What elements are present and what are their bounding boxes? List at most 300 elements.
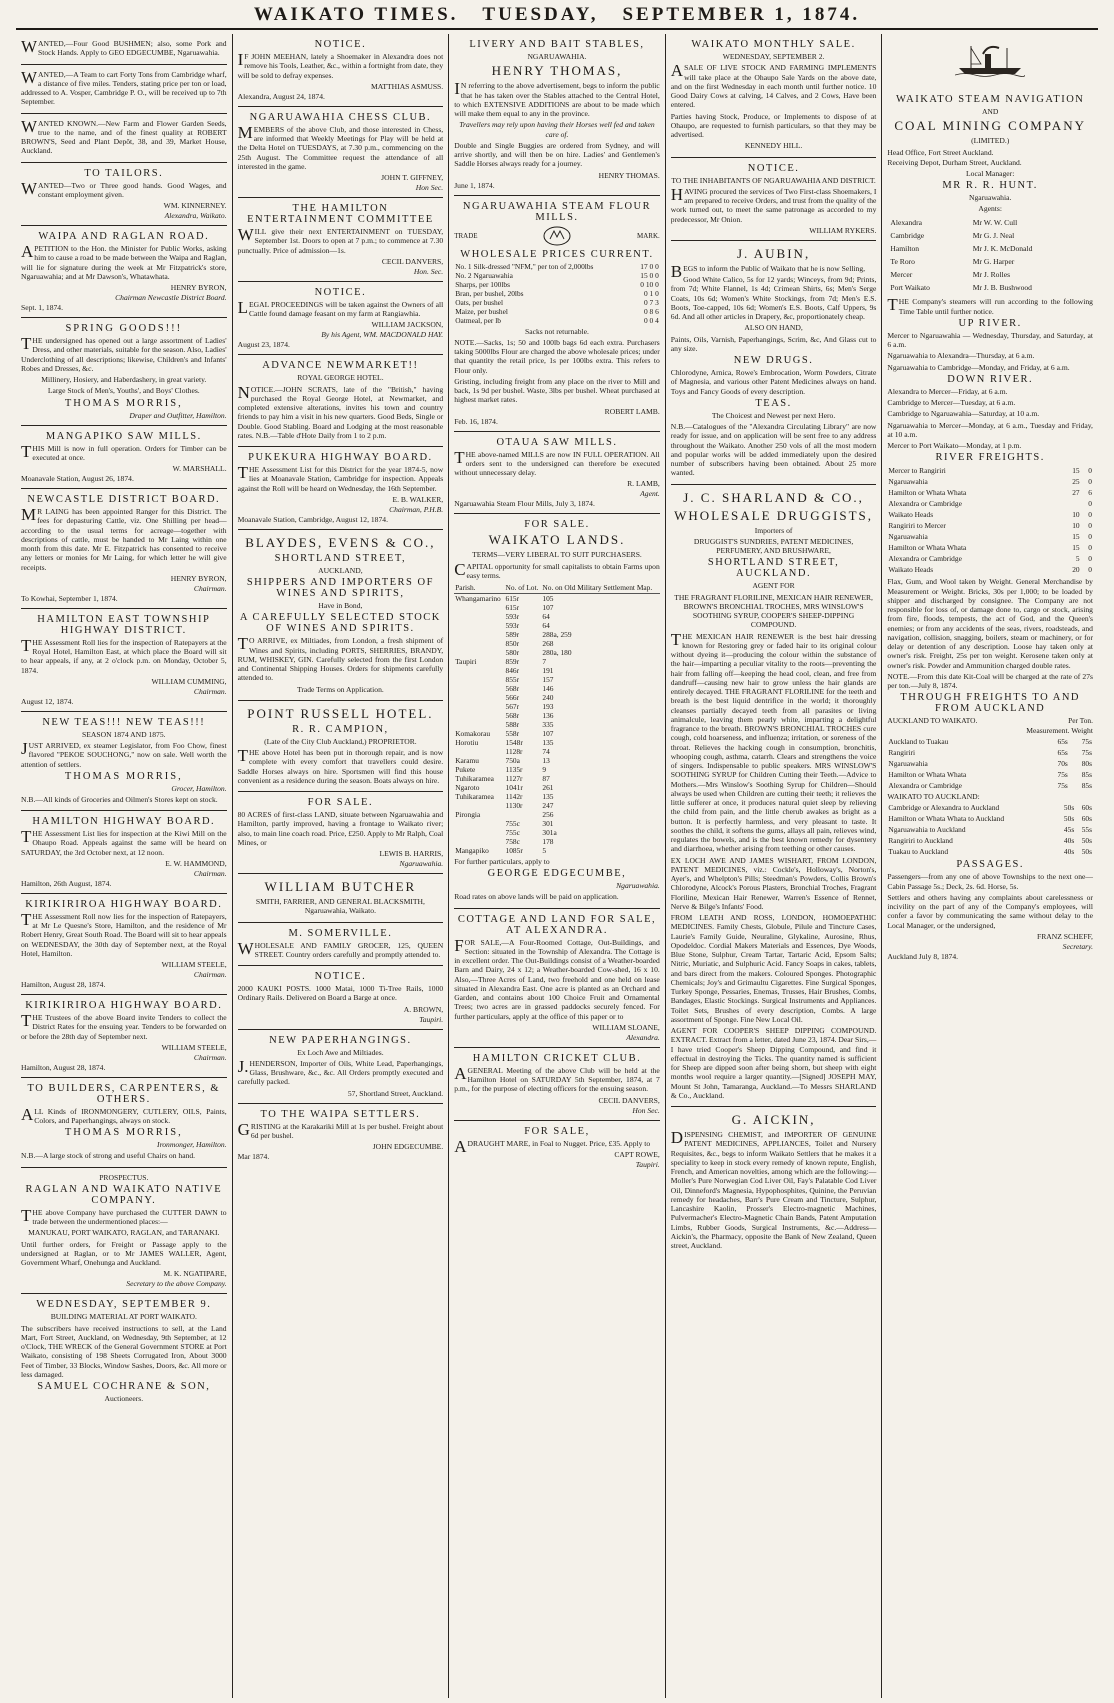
lot-row-cell: 74: [542, 747, 550, 756]
river-freights-table: [887, 465, 1093, 575]
ad-hamilton-east-township: HAMILTON EAST TOWNSHIP HIGHWAY DISTRICT. THE Assessment Roll lies for the inspection of Ratepayers at the Royal Hotel, Hamilton East, at which place the Board will sit to hear appeals, if any, at 2 o'clock p.m. on Monday, October 5, 1874. WILLIAM CUMMING, Chairman. August 12, 1874.: [21, 609, 227, 712]
price-value: 17 0 0: [640, 261, 659, 271]
lot-row-cell: [454, 720, 504, 729]
lot-row-cell: Karamu: [455, 756, 479, 765]
agent-row: [889, 243, 1091, 254]
lot-row-cell: 1548r: [505, 738, 523, 747]
ad-notice-legal: NOTICE. LEGAL PROCEEDINGS will be taken against the Owners of all Cattle found damage feasant on my farm at Rangiawhia. WILLIAM JACKSON, By his Agent, WM. MACDONALD HAY. August 23, 1874.: [238, 282, 444, 356]
lot-row-cell: 280a, 180: [542, 648, 572, 657]
lot-row-cell: 301: [542, 819, 554, 828]
lot-row-cell: 288a, 259: [542, 630, 572, 639]
to-auckland-row-cell: Cambridge or Alexandra to Auckland: [888, 803, 1000, 813]
agent-row-cell: Port Waikato: [890, 283, 930, 293]
lot-row-cell: Horotiu: [455, 738, 479, 747]
lot-row-cell: 1130r: [505, 801, 523, 810]
lot-row: [454, 801, 660, 810]
through-row: [887, 758, 1093, 769]
lot-row-cell: [505, 810, 542, 819]
trade-mark-icon: [542, 225, 572, 247]
freight-row-cell: 25: [1072, 477, 1080, 487]
flour-prices-table: [454, 262, 660, 325]
lot-row-cell: 615r: [505, 594, 520, 603]
lot-row-cell: [454, 630, 504, 639]
masthead-day: TUESDAY,: [482, 4, 599, 25]
lot-row-cell: 755c: [505, 819, 520, 828]
freight-row-cell: 15: [1072, 466, 1080, 476]
lot-row-cell: 589r: [505, 630, 520, 639]
freight-row-cell: Alexandra or Cambridge: [888, 554, 962, 564]
lot-row-cell: [454, 693, 504, 702]
lot-row: [454, 837, 660, 846]
agent-row-cell: Mr J. K. McDonald: [972, 244, 1033, 254]
to-auckland-row-cell: Hamilton or Whata Whata to Auckland: [888, 814, 1005, 824]
lot-row-cell: 64: [542, 612, 550, 621]
ad-new-paperhangings: NEW PAPERHANGINGS. Ex Loch Awe and Miltiades. J.HENDERSON, Importer of Oils, White Lead, Paperhangings, Glass, Brushware, &c., &c. All Orders promptly executed and carefully packed. 57, Shortland Street, Auckland.: [238, 1030, 444, 1104]
price-value: 0 10 0: [640, 279, 659, 289]
freight-row-cell: 20: [1072, 565, 1080, 575]
lot-row: [454, 711, 660, 720]
through-freights-table: [887, 736, 1093, 791]
ad-notice-shoemakers: NOTICE. TO THE INHABITANTS OF NGARUAWAHIA AND DISTRICT. HAVING procured the services of Two First-class Shoemakers, I am prepared to receive Orders, and trust from the quality of the work turned out, to meet the same patronage as accorded to my predecessor, Mr Onion. WILLIAM RYKERS.: [671, 158, 877, 241]
lot-row-cell: Komakorau: [455, 729, 491, 738]
freight-row: [887, 476, 1093, 487]
ad-steam-navigation-company: WAIKATO STEAM NAVIGATION AND COAL MINING COMPANY (LIMITED.) Head Office, Fort Street Auckland. Receiving Depot, Durham Street, Auckland. Local Manager: MR R. R. HUNT. Ngaruawahia. Agents: Alexandra Mr W. W. Cull Cambridge Mr G. J. Neal Hamilton Mr J. K. McDonald Te Roro Mr G. Harper Mercer Mr J. Rolles Port Waikato Mr J. B. Bushwood THE Company's steamers will run according to the following Time Table until further notice. UP RIVER. Mercer to Ngaruawahia — Wednesday, Thursday, and Saturday, at 6 a.m. Ngaruawahia to Alexandra—Thursday, at 6 a.m. Ngaruawahia to Cambridge—Monday, and Friday, at 6 a.m. DOWN RIVER. Alexandra to Mercer—Friday, at 6 a.m. Cambridge to Mercer—Tuesday, at 6 a.m. Cambridge to Ngaruawahia—Saturday, at 10 a.m. Ngaruawahia to Mercer—Monday, at 6 a.m., Tuesday and Friday, at 10 a.m. Mercer to Port Waikato—Monday, at 1 p.m. RIVER FREIGHTS. Mercer to Rangiriri 15 0 Ngaruawahia 25 0 Hamilton or Whata Whata 27 6 Alexandra or Cambridge 0 Waikato Heads 10 0 Rangiriri to Mercer 10 0 Ngaruawahia 15 0 Hamilton or Whata Whata 15 0 Alexandra or Cambridge 5 0 Waikato Heads 20 0 Flax, Gum, and Wool taken by Weight. General Merchandise by Measurement or Weight. Bricks, 30s per 1,000; to be loaded by shipper and discharged by consignee. The Company are not responsible for loss of, or damage done to, cargo or stock, arising from fire, floods, tempests, the act of God, and the Queen's enemies; or from any accidents of the seas, rivers, roadsteads, and navigation, collision, snagging, boilers, steam or machinery, or for delay or detention of any description. Loose hay taken only at owner's risk. Freight, 25s per ton weight. Kerosene taken only at owner's risk. Powder and Ammunition charged double rates. NOTE.—From this date Kit-Coal will be charged at the rate of 27s per ton.—July 8, 1874. THROUGH FREIGHTS TO AND FROM AUCKLAND AUCKLAND TO WAIKATO. Per Ton. Measurement. Weight Auckland to Tuakau 65s 75s Rangiriri 65s 75s Ngaruawahia 70s 80s Hamilton or Whata Whata 75s 85s Alexandra or Cambridge 75s 85s WAIKATO TO AUCKLAND: Cambridge or Alexandra to Auckland 50s 60s Hamilton or Whata Whata to Auckland 50s 60s Ngaruawahia to Auckland 45s 55s Rangiriri to Auckland 40s 50s Tuakau to Auckland 40s 50s PASSAGES. Passengers—from any one of above Townships to the next one—Cabin Passage 5s.; Deck, 2s. 6d. Horse, 5s. Settlers and others having any complaints about carelessness or incivility on the part of any of the Company's employees, will confer a favor by communicating the same without delay to the Local Manager, or the undersigned, FRANZ SCHEFF, Secretary. Auckland July 8, 1874.: [887, 94, 1093, 961]
through-row-cell: Hamilton or Whata Whata: [888, 770, 967, 780]
lot-row: [454, 729, 660, 738]
ad-steam-flour-mills: NGARUAWAHIA STEAM FLOUR MILLS. TRADE MARK. WHOLESALE PRICES CURRENT. No. 1 Silk-dressed "NFM," per ton of 2,000lbs 17 0 0 No. 2 Ngaruawahia 15 0 0 Sharps, per 100lbs 0 10 0 Bran, per bushel, 20lbs 0 1 0 Oats, per bushel 0 7 3 Maize, per bushel 0 8 6 Oatmeal, per lb 0 0 4 Sacks not returnable. NOTE.—Sacks, 1s; 50 and 100lb bags 6d each extra. Purchasers taking 5000lbs Flour are charged the above wholesale prices; under that quantity the retail price, 1s per 100lbs extra. This refers to Flour only. Gristing, including freight from any place on the river to Mill and back, 1s 9d per bushel. Waste, 3lbs per bushel. Wheat purchased at highest market rates. ROBERT LAMB. Feb. 16, 1874.: [454, 196, 660, 432]
through-row: [887, 780, 1093, 791]
ad-chess-club: NGARUAWAHIA CHESS CLUB. MEMBERS of the above Club, and those interested in Chess, are informed that Weekly Meetings for Play will be held at the Delta Hotel on TUESDAYS, at 7.30 p.m., commencing on the 25th August. The Committee request the attendance of all interested in the game. JOHN T. GIFFNEY, Hon Sec.: [238, 107, 444, 198]
lot-row: [454, 738, 660, 747]
lot-row-cell: [454, 639, 504, 648]
ad-william-butcher: WILLIAM BUTCHER SMITH, FARRIER, AND GENERAL BLACKSMITH, Ngaruawahia, Waikato.: [238, 874, 444, 923]
lot-row: [454, 630, 660, 639]
lot-row-cell: 850r: [505, 639, 520, 648]
freight-row-cell: [1060, 498, 1080, 509]
down-river-item: Ngaruawahia to Mercer—Monday, at 6 a.m., Tuesday and Friday, at 10 a.m.: [887, 420, 1093, 439]
freight-row-cell: 0: [1088, 554, 1092, 564]
price-value: 0 8 6: [644, 306, 659, 316]
down-river-item: Alexandra to Mercer—Friday, at 6 a.m.: [887, 386, 1008, 396]
agent-row: [889, 282, 1091, 293]
lot-row-cell: 247: [542, 801, 554, 810]
column-5: [882, 34, 1098, 1698]
to-auckland-table: [887, 802, 1093, 857]
through-row-cell: 75s: [1081, 748, 1092, 758]
agent-row-cell: Mr G. Harper: [972, 257, 1015, 267]
lot-row-cell: Pirongia: [455, 810, 481, 819]
to-auckland-row: [887, 824, 1093, 835]
price-item: Sharps, per 100lbs: [455, 279, 510, 289]
to-auckland-row-cell: 50s: [1081, 847, 1092, 857]
lot-row-cell: 191: [542, 666, 554, 675]
lot-row-cell: 615r: [505, 603, 520, 612]
freight-row-cell: 0: [1088, 532, 1092, 542]
through-row-cell: 85s: [1081, 781, 1092, 791]
to-auckland-row-cell: 40s: [1063, 836, 1075, 846]
ad-j-aubin: J. AUBIN, BEGS to inform the Public of Waikato that he is now Selling, Good White Calico, 5s for 12 yards; Winceys, from 9d; Prints, from 7d; White Flannel, 1s 4d; Crimean Shirts, 6s; Men's Serge Coats, 10s 6d; Women's White Stockings, from 7d; Men's E.S. Boots, Toe-capped, 10s 6d; Women's E.S. Boots, Calf Uppers, 9s 6d. And all other articles in Drapery, &c, proportionately cheap. ALSO ON HAND, Paints, Oils, Varnish, Paperhangings, Scrim, &c, And Glass cut to any size. NEW DRUGS. Chlorodyne, Arnica, Rowe's Embrocation, Worm Powders, Citrate of Magnesia, and various other Patent Medicines always on hand. Toys and Fancy Goods of every description. TEAS. The Choicest and Newest per next Hero. N.B.—Catalogues of the "Alexandra Circulating Library" are now ready for issue, and on application will be sent free to any address throughout the Waikato. Another 250 vols of all the most modern and popular works will be added immediately upon the desired number of subscribers having been obtained. About 25 more wanted.: [671, 241, 877, 485]
freight-row: [887, 487, 1093, 498]
column-4: [666, 34, 883, 1698]
freight-row: [887, 564, 1093, 575]
ad-tailors: TO TAILORS. WANTED—Two or Three good hands. Good Wages, and constant employment given. WM. KINNERNEY. Alexandra, Waikato.: [21, 163, 227, 227]
through-row-cell: 85s: [1081, 770, 1092, 780]
freight-row-cell: 5: [1075, 554, 1080, 564]
lands-header-lot: No. of Lot.: [505, 582, 542, 594]
to-auckland-row-cell: 45s: [1063, 825, 1075, 835]
ad-wanted-known: WANTED KNOWN.—New Farm and Flower Garden Seeds, true to the name, and of the finest quality at ROBERT BROWN'S, Seed and Plant Depôt, 38, and 39, Market House, Auckland.: [21, 114, 227, 163]
to-auckland-row-cell: 50s: [1063, 803, 1075, 813]
lot-row-cell: 146: [542, 684, 554, 693]
freight-row-cell: Hamilton or Whata Whata: [888, 488, 967, 498]
lot-row-cell: 1041r: [505, 783, 523, 792]
lot-row-cell: [454, 837, 504, 846]
ad-waipa-settlers: TO THE WAIPA SETTLERS. GRISTING at the Karakariki Mill at 1s per bushel. Freight about 6d per bushel. JOHN EDGECUMBE. Mar 1874.: [237, 1108, 444, 1161]
lot-row: [454, 792, 660, 801]
ad-cottage-for-sale: COTTAGE AND LAND FOR SALE, AT ALEXANDRA. FOR SALE,—A Four-Roomed Cottage, Out-Buildings, and Section: situated in the Township of Alexandra. The Cottage is in excellent order. The Out-Buildings consist of a Weather-boarded Barn and Dairy, 24 x 12; a Weather-boarded Cow-shed, 16 x 10. Also,—Three Acres of Land, two freehold and one held on lease situated in Alexandra East. One acre is planted as an Orchard and Garden, and contains about 100 Choice Fruit and Ornamental Trees; two acres are in grassed paddocks securely fenced. For further particulars, apply at the office of this paper or to WILLIAM SLOANE, Alexandra.: [454, 909, 660, 1048]
lot-row-cell: 1085r: [505, 846, 523, 855]
price-value: 0 7 3: [644, 297, 659, 307]
freight-row-cell: Hamilton or Whata Whata: [888, 543, 967, 553]
ad-entertainment-committee: THE HAMILTON ENTERTAINMENT COMMITTEE WILL give their next ENTERTAINMENT on TUESDAY, September 1st. Doors to open at 7 p.m.; to commence at 7.30 punctually. Price of admission—1s. CECIL DANVERS, Hon. Sec.: [238, 198, 444, 282]
to-auckland-row-cell: Ngaruawahia to Auckland: [888, 825, 966, 835]
price-item: Oatmeal, per lb: [455, 315, 501, 325]
lot-row: [454, 846, 660, 855]
freight-row-cell: Alexandra or Cambridge: [888, 499, 962, 509]
agent-row: [889, 269, 1091, 280]
to-auckland-row-cell: 60s: [1081, 803, 1092, 813]
lot-row-cell: 107: [542, 729, 554, 738]
lot-row-cell: [454, 612, 504, 621]
lot-row: [454, 747, 660, 756]
price-row: [454, 271, 660, 280]
through-row-cell: 75s: [1057, 781, 1068, 791]
agent-row-cell: Mr G. J. Neal: [972, 231, 1015, 241]
freight-row-cell: 10: [1072, 510, 1080, 520]
ad-hamilton-cricket-club: HAMILTON CRICKET CLUB. AGENERAL Meeting of the above Club will be held at the Hamilton Hotel on SATURDAY 5th September, 1874, at 7 p.m., for the purpose of electing officers for the ensuing season. CECIL DANVERS, Hon Sec.: [454, 1048, 660, 1121]
lot-row-cell: Mangapiko: [455, 846, 489, 855]
to-auckland-row-cell: 40s: [1063, 847, 1075, 857]
lot-row-cell: [454, 684, 504, 693]
lot-row-cell: 1128r: [505, 747, 523, 756]
lot-row-cell: [454, 819, 504, 828]
ad-otaua-saw-mills: OTAUA SAW MILLS. THE above-named MILLS are now IN FULL OPERATION. All orders sent to the undersigned can therefore be executed without unnecessary delay. R. LAMB, Agent. Ngaruawahia Steam Flour Mills, July 3, 1874.: [454, 432, 660, 515]
lot-row-cell: 105: [542, 594, 554, 603]
lot-row-cell: 758c: [505, 837, 520, 846]
freight-row: [887, 509, 1093, 520]
to-auckland-row-cell: 55s: [1081, 825, 1092, 835]
lot-row-cell: [454, 747, 504, 756]
lot-row-cell: 588r: [505, 720, 520, 729]
lot-row-cell: [454, 711, 504, 720]
up-river-list: [887, 331, 1093, 372]
ad-for-sale-80-acres: FOR SALE. 80 ACRES of first-class LAND, situate between Ngaruawahia and Hamilton, partly improved, having a frontage to Waikato river; also, to main line coach road. Price, £250. Apply to Mr Ralph, Coal Mines, or LEWIS B. HARRIS, Ngaruawahia.: [238, 792, 444, 874]
lands-header-parish: Parish.: [454, 582, 504, 594]
down-river-item: Cambridge to Ngaruawahia—Saturday, at 10 a.m.: [887, 409, 1040, 419]
lot-row-cell: Tuhikaramea: [455, 774, 494, 783]
freight-row-cell: Ngaruawahia: [888, 477, 928, 487]
ad-new-teas: NEW TEAS!!! NEW TEAS!!! SEASON 1874 AND 1875. JUST ARRIVED, ex steamer Legislator, from Foo Chow, finest flavored "PEKOE SOUCHONG," now on sale. Well worth the attention of settlers. THOMAS MORRIS, Grocer, Hamilton. N.B.—All kinds of Groceries and Oilmen's Stores kept on stock.: [21, 712, 227, 811]
price-item: Bran, per bushel, 20lbs: [455, 288, 524, 298]
ad-wednesday-sale: WEDNESDAY, SEPTEMBER 9. BUILDING MATERIAL AT PORT WAIKATO. The subscribers have received instructions to sell, at the Land Mart, Fort Street, Auckland, on Wednesday, 9th September, at 12 o'Clock, THE WRECK of the General Government STORE at Port Waikato, consisting of 198 Sheets Corrugated Iron, About 3000 Feet of Timber, 33 Blocks, Window Sashes, Doors, &c. All more or less damaged. SAMUEL COCHRANE & SON, Auctioneers.: [21, 1299, 227, 1403]
freight-row-cell: 6: [1088, 488, 1092, 498]
freight-row-cell: 0: [1088, 499, 1092, 509]
column-2: [233, 34, 450, 1698]
to-auckland-row: [887, 813, 1093, 824]
through-row-cell: Ngaruawahia: [888, 759, 928, 769]
agent-row-cell: Mr J. Rolles: [972, 270, 1011, 280]
agents-table: [887, 215, 1093, 295]
agent-row-cell: Mercer: [890, 270, 913, 280]
lot-row: [454, 765, 660, 774]
ad-kauki-posts: NOTICE. 2000 KAUKI POSTS. 1000 Matai, 1000 Ti-Tree Rails, 1000 Ordinary Rails. Delivered on Board a Barge at once. A. BROWN, Taupiri.: [238, 966, 444, 1030]
freight-row: [887, 498, 1093, 509]
ad-mangapiko-saw-mills: MANGAPIKO SAW MILLS. THIS Mill is now in full operation. Orders for Timber can be executed at once. W. MARSHALL. Moanavale Station, August 26, 1874.: [21, 426, 227, 490]
ad-spring-goods: SPRING GOODS!!! THE undersigned has opened out a large assortment of Ladies' Dress, and other materials, suitable for the season. Also, Ladies' Underclothing of all descriptions; likewise, Children's and Infants' Robes and Dresses, &c. Millinery, Hosiery, and Haberdashery, in great variety. Large Stock of Men's, Youths', and Boys' Clothes. THOMAS MORRIS, Draper and Outfitter, Hamilton.: [21, 318, 227, 426]
ad-kirikiriroa-highway-board-2: KIRIKIRIROA HIGHWAY BOARD. THE Trustees of the above Board invite Tenders to collect the District Rates for the ensuing year. Tenders to be forwarded on or before the 28th day of September next. WILLIAM STEELE, Chairman. Hamilton, August 28, 1874.: [21, 995, 227, 1078]
lot-row-cell: 87: [542, 774, 550, 783]
column-1: [16, 34, 233, 1698]
agent-row-cell: Hamilton: [890, 244, 920, 254]
lot-row-cell: 593r: [505, 612, 520, 621]
masthead-date: SEPTEMBER 1, 1874.: [622, 4, 861, 25]
agent-row-cell: Mr W. W. Cull: [972, 218, 1018, 228]
ad-g-aickin: G. AICKIN, DISPENSING CHEMIST, and IMPORTER OF GENUINE PATENT MEDICINES, APPLIANCES, Toilet and Nursery Requisites, &c., begs to inform Waikato Settlers that he makes it a speciality to keep in stock every remedy of known repute, English, French, and American novelties, among which are the following:—Moller's Pure Norwegian Cod Liver Oil, Fay's Palatable Cod Liver Oil, Dinneford's Magnesia, Hypophosphites, Quinine, the Peruvian remedy for headaches, Barr's Pure Cream and Tincture, Sulphur, Lancashire Kaolin, Prosser's Electro-magnetic Machines, Pulvermacher's Electro-Magnetic Chain Bands, Patent Amputation Limbs, Rubber Goods, Surgical Instruments, &c.—Address—Aickin's, the Pharmacy, opposite the Bank of New Zealand, Queen street, Auckland.: [670, 1112, 877, 1250]
lot-row-cell: [454, 648, 504, 657]
through-row-cell: 75s: [1081, 737, 1092, 747]
price-row: [454, 316, 660, 325]
freight-row-cell: 0: [1088, 521, 1092, 531]
freight-row-cell: Waikato Heads: [888, 510, 934, 520]
lot-row: [454, 720, 660, 729]
mark-label: MARK.: [637, 231, 660, 240]
lot-row-cell: 268: [542, 639, 554, 648]
ad-pukekura-highway-board: PUKEKURA HIGHWAY BOARD. THE Assessment List for this District for the year 1874-5, now lies at Moanavale Station, Cambridge for inspection. Appeals against the Roll will be heard on Wednesday, the 16th September. E. B. WALKER, Chairman, P.H.B. Moanavale Station, Cambridge, August 12, 1874.: [238, 447, 444, 530]
through-row: [887, 736, 1093, 747]
freight-row-cell: Ngaruawahia: [888, 532, 928, 542]
freight-row-cell: 15: [1072, 532, 1080, 542]
freight-row-cell: 10: [1072, 521, 1080, 531]
lot-row-cell: Taupiri: [455, 657, 477, 666]
lot-row-cell: 1135r: [505, 765, 523, 774]
lot-row-cell: 135: [542, 792, 554, 801]
lot-row-cell: [454, 621, 504, 630]
through-row: [887, 769, 1093, 780]
lot-row-cell: [454, 801, 504, 810]
lot-row-cell: 107: [542, 603, 554, 612]
lot-row: [454, 621, 660, 630]
lot-row-cell: 593r: [505, 621, 520, 630]
lot-row-cell: 261: [542, 783, 554, 792]
lot-row-cell: 178: [542, 837, 554, 846]
freight-row-cell: 27: [1072, 488, 1080, 498]
lot-row-cell: 568r: [505, 711, 520, 720]
lot-row-cell: 193: [542, 702, 554, 711]
price-row: [454, 262, 660, 271]
ad-wanted-bushmen: WANTED,—Four Good BUSHMEN; also, some Pork and Stock Hands. Apply to GEO EDGECUMBE, Ngaruawahia.: [21, 34, 227, 65]
ad-wanted-team: WANTED,—A Team to cart Forty Tons from Cambridge wharf, a distance of five miles. Tenders, stating price per ton or load, addressed to A. Vosper, Cambridge P. O., will be received up to 7th September.: [21, 65, 227, 114]
ad-sharland-druggists: J. C. SHARLAND & CO., WHOLESALE DRUGGISTS, Importers of DRUGGIST'S SUNDRIES, PATENT MEDICINES, PERFUMERY, AND BRUSHWARE, SHORTLAND STREET, AUCKLAND. AGENT FOR THE FRAGRANT FLORILINE, MEXICAN HAIR RENEWER, BROWN'S BRONCHIAL TROCHES, MRS WINSLOW'S SOOTHING SYRUP, COOPER'S SHEEP-DIPPING COMPOUND. THE MEXICAN HAIR RENEWER is the best hair dressing known for Restoring grey or faded hair to its original colour without dyeing it—producing the colour within the substance of the hair—imparting a peculiar vitality to the roots—preventing the hair from falling off—keeping the head cool, clean, and free from dandruff—causing new hair to grow unless the hair glands are entirely decayed. THE FRAGRANT FLORILINE for the teeth and breath is the best liquid dentrifice in the world; it thoroughly cleanses partially decayed teeth from all parasites or living animalcule, leaving them pearly white, imparting a delightful fragrance to the breath. BROWN'S BRONCHIAL TROCHES cure cough, cold hoarseness, and influenza; irritation, or soreness of the throat. Relieves the hacking cough in consumption, bronchitis, whooping cough, asthma, catarrh. Clears and strengthens the voice of singers. Indispensable to public speakers. MRS WINSLOW'S SOOTHING SYRUP for Children Cutting their Teeth.—Advice to Mothers.—Mrs Winslow's Soothing Syrup for Children—Should always be used when Children are cutting their teeth; it relieves the little sufferer at once, it produces natural quiet sleep by relieving the child from pain, and the little cherub awakes as bright as a button. It is perfectly harmless, and very pleasant to taste. It soothes the child, it softens the gums, allays all pain, relieves wind, regulates the bowels, and is the best known remedy for dysentery and diarrhoea, whether arising from teething or other causes. EX LOCH AWE AND JAMES WISHART, FROM LONDON, PATENT MEDICINES, viz.: Cockle's, Holloway's, Norton's, Ayer's, and Whelpton's Pills; Steedman's Powders, Collis Brown's Chlorodyne, Alcock's Porous Plasters, Bronchial Troches, Fragrant Floriline, Mexican Hair Renewer, Warren's Essence of Rennet, Nerve & Bilge's Infants' Food. FROM LEATH AND ROSS, LONDON, HOMOEPATHIC MEDICINES. Family Chests, Globule, Pilule and Tincture Cases, Laurie's Family Guide, Neuraline, Glykaline, Aurosine, Rhus, Opodeldoc. Cordial Makers Materials and Essences, Dye Woods, Blue Stone, Sulphur, Cream Tartar, Tartaric Acid, Epsom Salts; Nitric, Muriatic, and Sulphuric Acid. Fancy Soaps in cakes, tablets, and bars direct from the makers. Coloured Sponges. Photographic Chemicals; Joy's and Grimaultu Cigarettes. Fine Surgical Sponges, Turkey Sponge, Pessaries, Enemas, Trusses, Hair Brushes, Combs, Bandages, Elastic Stockings. Surgical Instruments and Appliances. Toilet Sets, Brushes of every description, Combs. A large assortment of Sponge. Fine New Local Oil. AGENT FOR COOPER'S SHEEP DIPPING COMPOUND. EXTRACT. Extract from a letter, dated June 23, 1874. Dear Sirs,—I have tried Cooper's Sheep Dipping Compound, and find it effectual in destroying the Ticks. The quantity named is sufficient for Sheep are dipped soon after being shorn, but sheep with eight months wool require a larger quantity.—[Signed] JOSEPH MAY, Mount St John, Tamaranga, Auckland.—To Messrs SHARLAND & Co., Auckland.: [671, 485, 877, 1108]
lands-table: [454, 582, 660, 855]
lot-row: [454, 648, 660, 657]
price-item: No. 1 Silk-dressed "NFM," per ton of 2,000lbs: [455, 261, 594, 271]
column-3: [449, 34, 666, 1698]
to-auckland-row-cell: 60s: [1081, 814, 1092, 824]
trade-mark-row: [454, 225, 660, 247]
lot-row-cell: [454, 675, 504, 684]
lot-row: [454, 756, 660, 765]
lot-row-cell: 157: [542, 675, 554, 684]
freight-row: [887, 553, 1093, 564]
masthead-title: WAIKATO TIMES.: [253, 4, 459, 25]
agent-row: [889, 256, 1091, 267]
through-row-cell: Auckland to Tuakau: [888, 737, 949, 747]
lot-row: [454, 594, 660, 604]
lot-row-cell: Tuhikaramea: [455, 792, 494, 801]
lot-row-cell: Whangamarino: [455, 594, 501, 603]
lot-row-cell: 1127r: [505, 774, 523, 783]
ad-waikato-lands: FOR SALE. WAIKATO LANDS. TERMS—VERY LIBERAL TO SUIT PURCHASERS. CAPITAL opportunity for small capitalists to obtain Farms upon easy terms. Parish. No. of Lot. No. on Old Military Settlement Map. Whangamarino 615r 105 615r 107 593r 64 593r 64 589r 288a, 259 850r 268 580r 280a, 180 Taupiri 859r 7 846r 191 855r 157 568r 146 566r 240 567r 193 568r 136 588r 335 Komakorau 558r 107 Horotiu 1548r 135 1128r 74 Karamu 750a 13 Pukete 1135r 9 Tuhikaramea 1127r 87 Ngaroto 1041r 261 Tuhikaramea 1142r 135 1130r 247 Pirongia 256 755c 301 755c 301a 758c 178 Mangapiko 1085r 5 For further particulars, apply to GEORGE EDGECUMBE, Ngaruawahia. Road rates on above lands will be paid on application.: [454, 514, 660, 908]
lot-row-cell: 301a: [542, 828, 557, 837]
lot-row: [454, 603, 660, 612]
lot-row-cell: 335: [542, 720, 554, 729]
masthead: [16, 4, 1098, 30]
agent-row-cell: Cambridge: [890, 231, 925, 241]
lot-row: [454, 693, 660, 702]
ad-waipa-raglan-road: WAIPA AND RAGLAN ROAD. APETITION to the Hon. the Minister for Public Works, asking him to cause a road to be made between the Waipa and Raglan, will lie for signature during the week at Mr Fitzpatrick's store, Ngaruawahia; and at Mr Dawson's, Whatawhata. HENRY BYRON, Chairman Newcastle District Board. Sept. 1, 1874.: [21, 226, 227, 318]
ad-blaydes-evens: BLAYDES, EVENS & CO., SHORTLAND STREET, AUCKLAND, SHIPPERS AND IMPORTERS OF WINES AND SPIRITS, Have in Bond, A CAREFULLY SELECTED STOCK OF WINES AND SPIRITS. TO ARRIVE, ex Miltiades, from London, a fresh shipment of Wines and Spirits, including PORTS, SHERRIES, BRANDY, RUM, WHISKEY, GIN. Carefully selected from the first London and Continental Shipping Houses. Orders for shipments carefully attended to. Trade Terms on Application.: [238, 530, 444, 701]
lot-row-cell: 567r: [505, 702, 520, 711]
lot-row: [454, 675, 660, 684]
up-river-item: Ngaruawahia to Alexandra—Thursday, at 6 a.m.: [887, 351, 1035, 361]
lot-row-cell: 1142r: [505, 792, 523, 801]
freight-row-cell: 0: [1088, 565, 1092, 575]
down-river-list: [887, 387, 1093, 451]
lot-row-cell: 755c: [505, 828, 520, 837]
lot-row-cell: Ngaroto: [455, 783, 480, 792]
ad-raglan-native-company: PROSPECTUS. RAGLAN AND WAIKATO NATIVE COMPANY. THE above Company have purchased the CUTTER DAWN to trade between the undermentioned places:— MANUKAU, PORT WAIKATO, RAGLAN, and TARANAKI. Until further orders, for Freight or Passage apply to the undersigned at Raglan, or to Mr JAMES WALLER, Agent, Government Wharf, Onehunga and Auckland. M. K. NGATIPARE, Secretary to the above Company.: [21, 1168, 227, 1295]
freight-row-cell: 0: [1088, 466, 1092, 476]
ad-monthly-sale: WAIKATO MONTHLY SALE. WEDNESDAY, SEPTEMBER 2. ASALE OF LIVE STOCK AND FARMING IMPLEMENTS will take place at the Ohaupo Sale Yards on the above date, and on the first Wednesday in each month until further notice. 10 Good Dairy Cows at calving, 14 Calves, and 2 Cows, Have been entered. Parties having Stock, Produce, or Implements to dispose of at Ohaupo, are requested to furnish particulars, so that they may be advertised. KENNEDY HILL.: [671, 34, 877, 158]
lot-row: [454, 639, 660, 648]
price-row: [454, 289, 660, 298]
lot-row-cell: [454, 702, 504, 711]
freight-row-cell: Rangiriri to Mercer: [888, 521, 946, 531]
lot-row-cell: 5: [542, 846, 547, 855]
to-auckland-row-cell: Tuakau to Auckland: [888, 847, 949, 857]
price-value: 0 1 0: [644, 288, 659, 298]
lot-row-cell: 859r: [505, 657, 520, 666]
lot-row-cell: 7: [542, 657, 547, 666]
ad-kirikiriroa-highway-board-1: KIRIKIRIROA HIGHWAY BOARD. THE Assessment Roll now lies for the inspection of Ratepayers, at Mr Le Quesne's Store, Hamilton, and the residence of Mr Robert Henry, Great South Road. The Board will sit to hear appeals on WEDNESDAY, the 30th day of September next, at the Royal Hotel, Hamilton. WILLIAM STEELE, Chairman. Hamilton, August 28, 1874.: [21, 894, 227, 995]
price-value: 0 0 4: [644, 315, 659, 325]
through-row-cell: Rangiriri: [888, 748, 916, 758]
lot-row-cell: [454, 603, 504, 612]
lands-header-map: No. on Old Military Settlement Map.: [541, 582, 659, 594]
lot-row-cell: Pukete: [455, 765, 476, 774]
ad-draught-mare: FOR SALE, ADRAUGHT MARE, in Foal to Nugget. Price, £35. Apply to CAPT ROWE, Taupiri.: [454, 1125, 660, 1169]
ad-builders-carpenters: TO BUILDERS, CARPENTERS, & OTHERS. ALL Kinds of IRONMONGERY, CUTLERY, OILS, Paints, Colors, and Paperhangings, always on stock. THOMAS MORRIS, Ironmonger, Hamilton. N.B.—A large stock of strong and useful Chairs on hand.: [21, 1078, 227, 1168]
lot-row: [454, 819, 660, 828]
lot-row: [454, 702, 660, 711]
price-item: No. 2 Ngaruawahia: [455, 270, 513, 280]
ad-hamilton-highway-board: HAMILTON HIGHWAY BOARD. THE Assessment List lies for inspection at the Kiwi Mill on the Ohaupo Road. Appeals against the same will be heard on SATURDAY, the 3rd October next, at 12 noon. E. W. HAMMOND, Chairman. Hamilton, 26th August, 1874.: [21, 811, 227, 894]
freight-row-cell: Mercer to Rangiriri: [888, 466, 946, 476]
price-value: 15 0 0: [640, 270, 659, 280]
freight-row-cell: Waikato Heads: [888, 565, 934, 575]
lot-row-cell: 558r: [505, 729, 520, 738]
freight-row: [887, 520, 1093, 531]
freight-row: [887, 465, 1093, 476]
to-auckland-row-cell: 50s: [1063, 814, 1075, 824]
lot-row-cell: 256: [542, 810, 554, 819]
through-row: [887, 747, 1093, 758]
steamer-illustration: [887, 42, 1093, 83]
to-auckland-row: [887, 846, 1093, 857]
freight-row-cell: 0: [1088, 543, 1092, 553]
through-row-cell: 70s: [1057, 759, 1068, 769]
lot-row: [454, 666, 660, 675]
through-header: AUCKLAND TO WAIKATO. Per Ton.: [887, 716, 1093, 726]
through-row-cell: 65s: [1057, 737, 1068, 747]
freight-row-cell: 0: [1088, 510, 1092, 520]
ad-livery-stables: LIVERY AND BAIT STABLES, NGARUAWAHIA. HENRY THOMAS, IN referring to the above advertisement, begs to inform the public that he has taken over the Stables attached to the Central Hotel, to which EXTENSIVE ADDITIONS are about to be made which will make them equal to any in the province. Travellers may rely upon having their Horses well fed and taken care of. Double and Single Buggies are ordered from Sydney, and will arrive shortly, and will then be on hire. Ladies' and Gentlemen's Saddle Horses always ready for a journey. HENRY THOMAS. June 1, 1874.: [454, 34, 660, 196]
agent-row: [889, 217, 1091, 228]
ad-somerville: M. SOMERVILLE. WHOLESALE AND FAMILY GROCER, 125, QUEEN STREET. Country orders carefully and promptly attended to.: [238, 923, 444, 967]
price-row: [454, 280, 660, 289]
lot-row-cell: 568r: [505, 684, 520, 693]
lot-row-cell: 9: [542, 765, 547, 774]
freight-row: [887, 531, 1093, 542]
trade-label: TRADE: [454, 231, 478, 240]
lot-row-cell: 566r: [505, 693, 520, 702]
lot-row-cell: [454, 828, 504, 837]
agent-row-cell: Te Roro: [890, 257, 915, 267]
up-river-item: Mercer to Ngaruawahia — Wednesday, Thursday, and Saturday, at 6 a.m.: [887, 330, 1093, 349]
to-auckland-row: [887, 835, 1093, 846]
lot-row-cell: 580r: [505, 648, 520, 657]
to-auckland-row: [887, 802, 1093, 813]
agent-row-cell: Alexandra: [890, 218, 922, 228]
lot-row: [454, 774, 660, 783]
lot-row-cell: 64: [542, 621, 550, 630]
lot-row-cell: [454, 666, 504, 675]
price-item: Maize, per bushel: [455, 306, 508, 316]
lot-row-cell: 846r: [505, 666, 520, 675]
lot-row-cell: 13: [542, 756, 550, 765]
lot-row: [454, 810, 660, 819]
through-row-cell: 75s: [1057, 770, 1068, 780]
price-row: [454, 307, 660, 316]
price-item: Oats, per bushel: [455, 297, 504, 307]
ad-point-russell-hotel: POINT RUSSELL HOTEL. R. R. CAMPION, (Late of the City Club Auckland,) PROPRIETOR. THE above Hotel has been put in thorough repair, and is now complete with every comfort that travellers could desire. Saddle Horses always on hire. Sportsmen will find this house convenient as a residence during the season. Boats always on hire.: [238, 701, 444, 792]
ad-notice-meehan: NOTICE. IF JOHN MEEHAN, lately a Shoemaker in Alexandra does not remove his Tools, Leather, &c., within a fortnight from date, they will be sold to defray expenses. MATTHIAS ASMUSS. Alexandra, August 24, 1874.: [238, 34, 444, 107]
lot-row-cell: 240: [542, 693, 554, 702]
down-river-item: Cambridge to Mercer—Tuesday, at 6 a.m.: [887, 398, 1016, 407]
lot-row-cell: 855r: [505, 675, 520, 684]
lot-row: [454, 612, 660, 621]
freight-row-cell: 15: [1072, 543, 1080, 553]
price-row: [454, 298, 660, 307]
lot-row: [454, 684, 660, 693]
lot-row-cell: 136: [542, 711, 554, 720]
to-auckland-row-cell: Rangiriri to Auckland: [888, 836, 953, 846]
agent-row-cell: Mr J. B. Bushwood: [972, 283, 1032, 293]
steamship-icon: [955, 42, 1025, 78]
lot-row: [454, 783, 660, 792]
lot-row-cell: 135: [542, 738, 554, 747]
lot-row: [454, 828, 660, 837]
